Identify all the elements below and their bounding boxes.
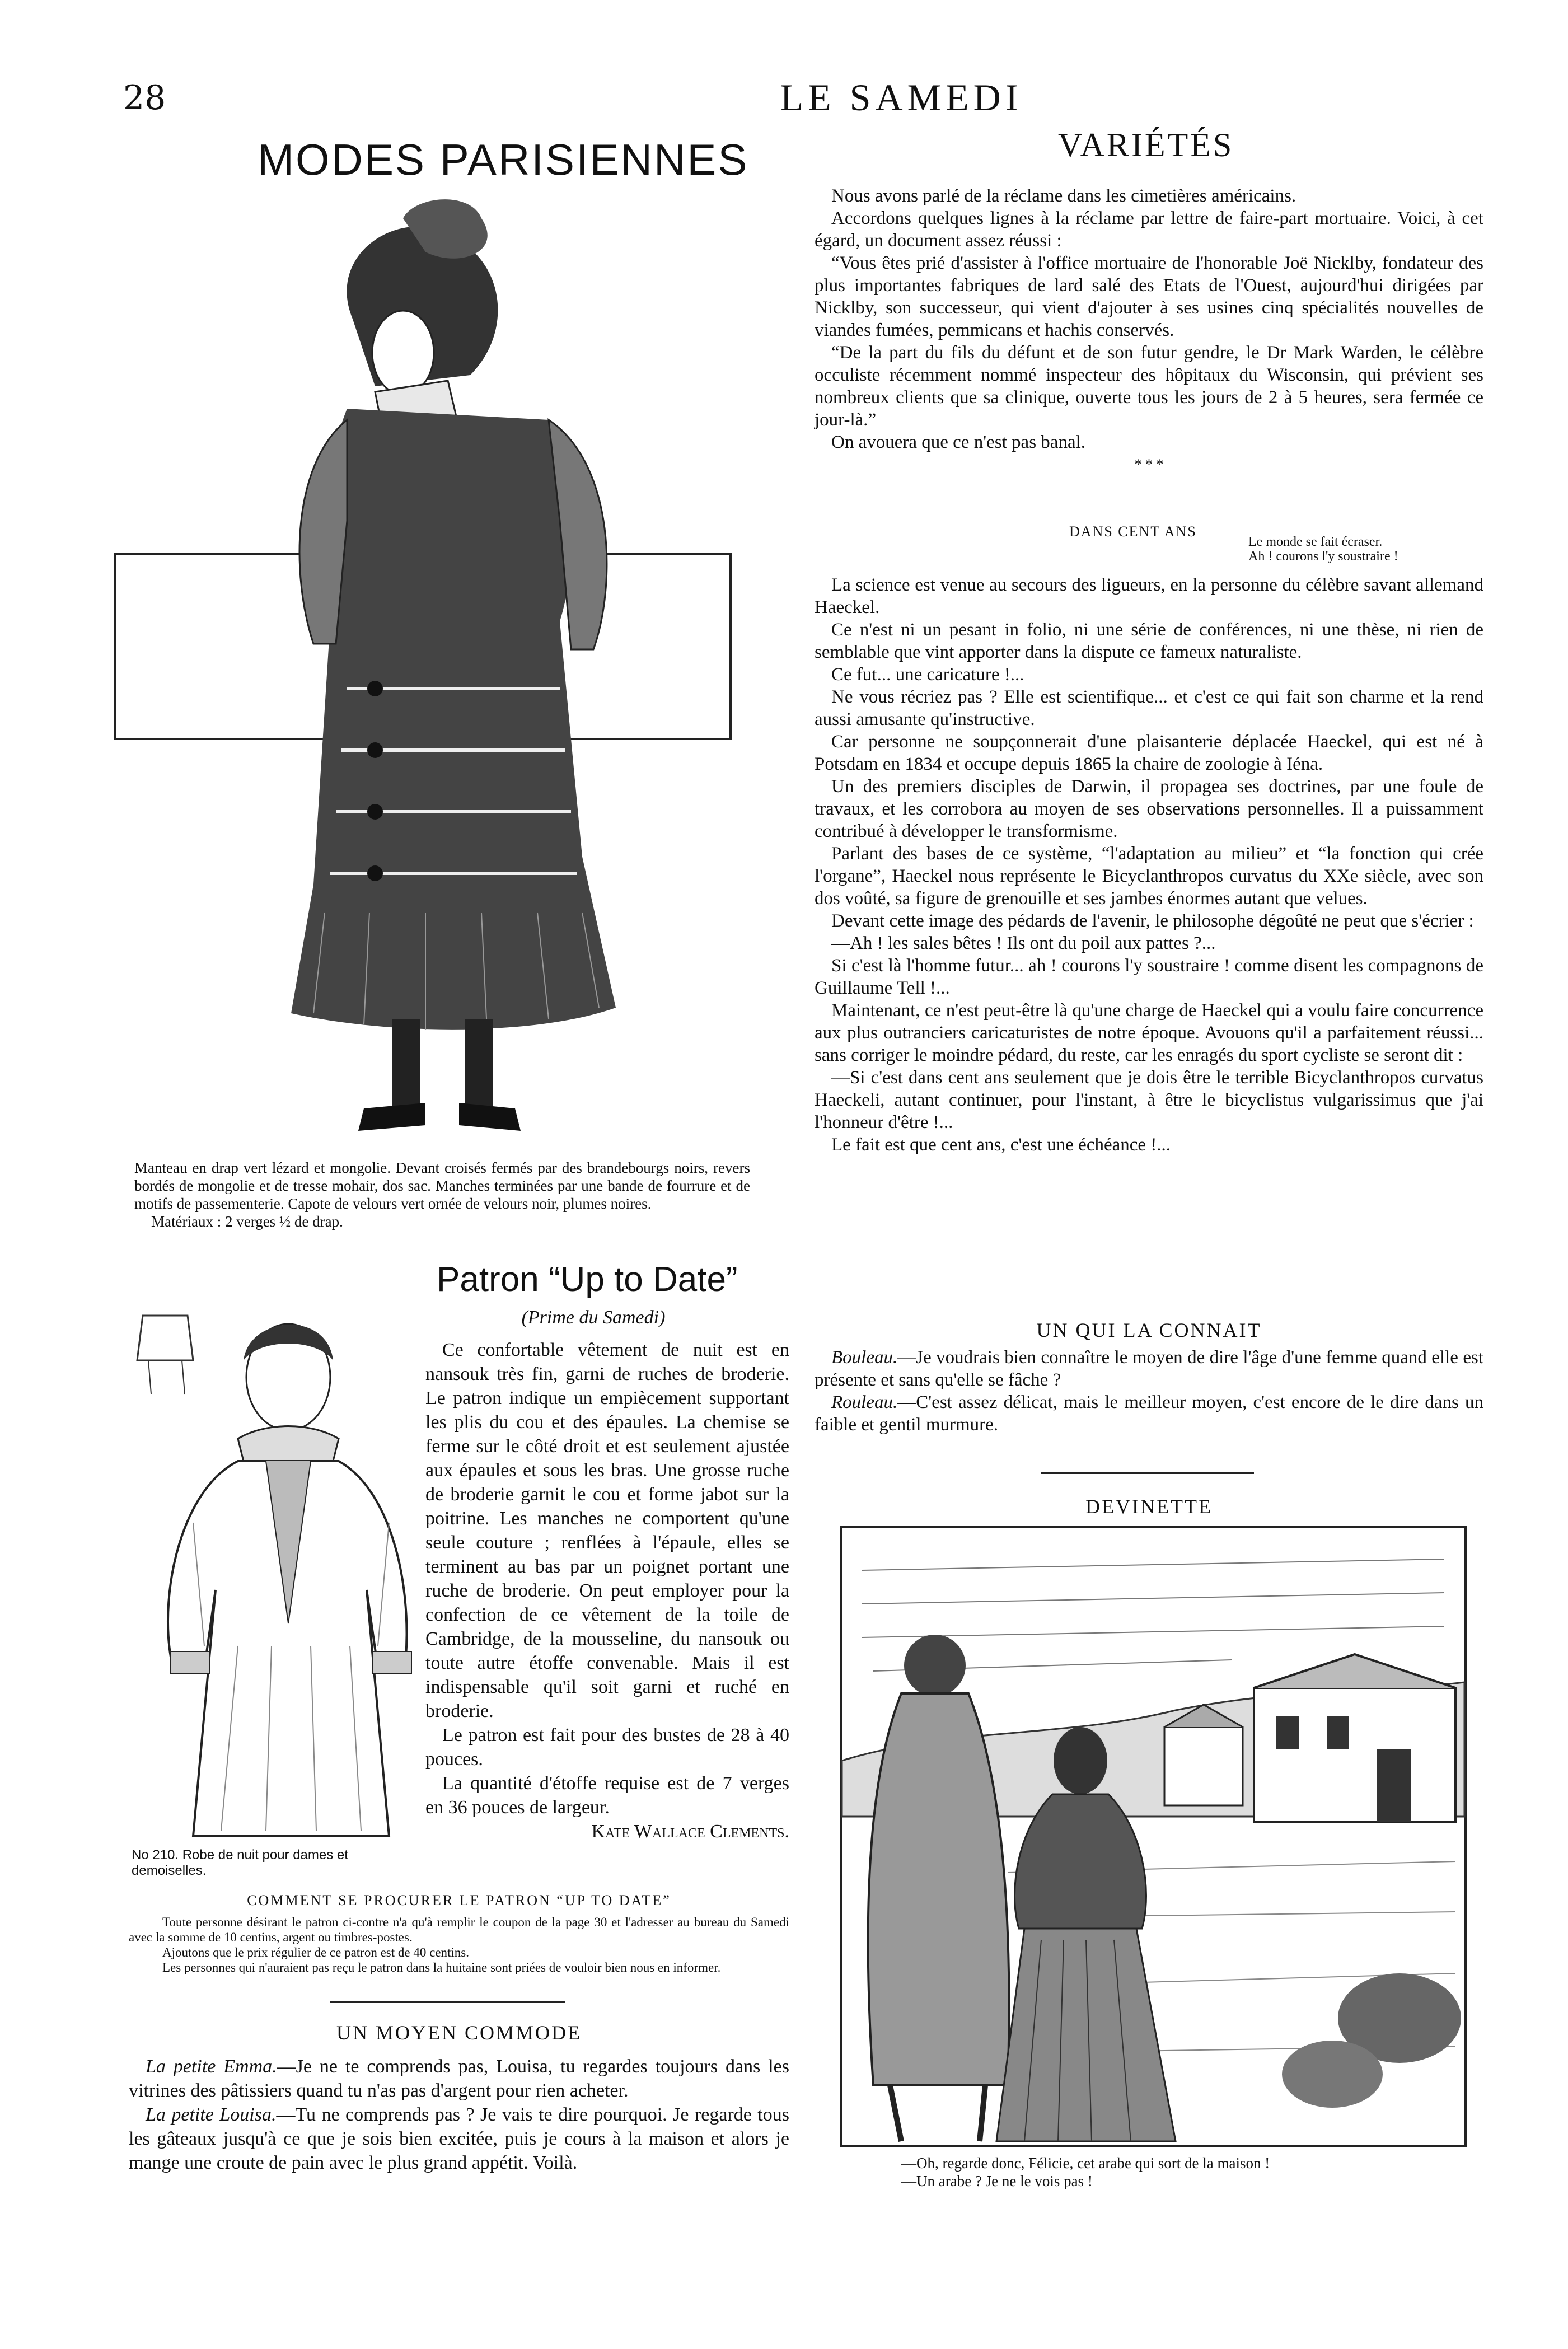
varietes-title: VARIÉTÉS (1058, 127, 1234, 163)
comment-body (129, 1915, 789, 1975)
comment-line: Toute personne désirant le patron ci-contre n'a qu'à remplir le coupon de la page 30 et l'adresser au bureau du Samedi avec la somme de 10 centins, argent ou timbres-postes. (129, 1915, 789, 1944)
moyen-line (129, 2055, 789, 2103)
modes-materials: Matériaux : 2 verges ½ de drap. (151, 1213, 343, 1230)
connait-speaker: Bouleau. (831, 1347, 898, 1368)
varietes-paragraph: On avouera que ce n'est pas banal. (831, 432, 1086, 452)
varietes-body (815, 185, 1483, 476)
section-divider (1041, 1472, 1254, 1474)
varietes-paragraph: “Vous êtes prié d'assister à l'office mortuaire de l'honorable Joë Nicklby, fondateur des plus importantes fabriques de lard salé des Etats de l'Ouest, aujourd'hui dirigées par Nicklby, son successeur, qui vient d'ajouter à ses usines cinq spécialités nouvelles de viandes fumées, pemmicans et hachis conservés. (815, 253, 1483, 340)
cent-ans-paragraph: Un des premiers disciples de Darwin, il propagea ses doctrines, par une foule de travaux, et les corrobora au moyen de ses observations personnelles. Il a puissamment contribué à développer le transformisme. (815, 776, 1483, 841)
devinette-caption-line: —Oh, regarde donc, Félicie, cet arabe qui sort de la maison ! (901, 2155, 1270, 2172)
devinette-caption-line: —Un arabe ? Je ne le vois pas ! (901, 2173, 1093, 2189)
varietes-paragraph: Accordons quelques lignes à la réclame par lettre de faire-part mortuaire. Voici, à cet égard, un document assez réussi : (815, 208, 1483, 251)
moyen-body (129, 2055, 789, 2175)
modes-caption (134, 1159, 750, 1230)
cent-ans-paragraph: —Ah ! les sales bêtes ! Ils ont du poil aux pattes ?... (831, 933, 1216, 953)
patron-body (425, 1338, 789, 1843)
modes-caption-text: Manteau en drap vert lézard et mongolie. Devant croisés fermés par des brandebourgs noirs, revers bordés de mongolie et de tresse mohair, dos sac. Manches terminées par une bande de fourrure et de motifs de passementerie. Capote de velours vert ornée de velours noir, plumes noires. (134, 1159, 750, 1212)
moyen-speaker: La petite Louisa. (146, 2104, 277, 2125)
cent-ans-paragraph: Parlant des bases de ce système, “l'adaptation au milieu” et “la fonction qui crée l'organe”, Haeckel nous représente le Bicyclanthropos curvatus du XXe siècle, avec son dos voûté, sa figure de grenouille et ses jambes énormes autant que velues. (815, 844, 1483, 909)
patron-signature: Kate Wallace Clements. (591, 1821, 789, 1842)
connait-body (815, 1346, 1483, 1436)
nightgown-illustration (126, 1310, 417, 1842)
connait-line (815, 1391, 1483, 1436)
patron-paragraph: Le patron est fait pour des bustes de 28 à 40 pouces. (425, 1725, 789, 1770)
varietes-paragraph: “De la part du fils du défunt et de son futur gendre, le Dr Mark Warden, le célèbre occuliste récemment nommé inspecteur des hôpitaux du Wisconsin, qui prévient ses nombreux clients que sa clinique, ouverte tous les jours de 2 à 5 heures, sera fermée ce jour-là.” (815, 343, 1483, 430)
cent-ans-paragraph: La science est venue au secours des ligueurs, en la personne du célèbre savant allemand Haeckel. (815, 575, 1483, 617)
cent-ans-paragraph: Le fait est que cent ans, c'est une échéance !... (831, 1135, 1171, 1155)
cent-ans-paragraph: Ce fut... une caricature !... (831, 665, 1024, 685)
varietes-stars: * * * (1134, 456, 1164, 472)
devinette-caption (901, 2154, 1461, 2190)
devinette-title: DEVINETTE (1085, 1495, 1213, 1518)
connait-speaker: Rouleau. (831, 1392, 898, 1412)
cent-ans-epigraph (1248, 535, 1483, 564)
masthead: LE SAMEDI (780, 76, 1023, 119)
devinette-illustration (840, 1526, 1467, 2147)
cent-ans-paragraph: Ne vous récriez pas ? Elle est scientifique... et c'est ce qui fait son charme et la rend aussi amusante qu'instructive. (815, 687, 1483, 729)
cent-ans-title: DANS CENT ANS (1069, 523, 1197, 540)
comment-title: COMMENT SE PROCURER LE PATRON “UP TO DATE” (247, 1892, 671, 1908)
epigraph-line: Le monde se fait écraser. (1248, 535, 1383, 549)
cent-ans-paragraph: Car personne ne soupçonnerait d'une plaisanterie déplacée Haeckel, qui est né à Potsdam en 1834 et occupe depuis 1865 la chaire de zoologie à Iéna. (815, 732, 1483, 774)
moyen-speaker: La petite Emma. (146, 2056, 277, 2077)
moyen-text: —Je ne te comprends pas, Louisa, tu regardes toujours dans les vitrines des pâtissiers quand tu n'as pas d'argent pour rien acheter. (129, 2056, 789, 2101)
cent-ans-paragraph: —Si c'est dans cent ans seulement que je dois être le terrible Bicyclanthropos curvatus Haeckeli, autant continuer, pour l'instant, à être le bicyclistus vulgarissimus que j'ai l'honneur d'être !... (815, 1068, 1483, 1133)
fashion-illustration (112, 185, 750, 1148)
page-number: 28 (123, 78, 166, 118)
patron-paragraph: Ce confortable vêtement de nuit est en nansouk très fin, garni de ruches de broderie. Le patron indique un empiècement supportant les plis du cou et des épaules. La chemise se ferme sur le côté droit et est seulement ajustée aux épaules et sous les bras. Une grosse ruche de broderie garnit le cou et forme jabot sur la poitrine. Les manches ne comportent qu'une seule couture ; renflées à l'épaule, elles se terminent au bas par un poignet portant une ruche de broderie. On peut employer pour la confection de ce vêtement de la toile de Cambridge, de la mousseline, du nansouk ou toute autre étoffe convenable. Mais il est indispensable qu'il soit garni et ruché en broderie. (425, 1340, 789, 1721)
nightgown-caption: No 210. Robe de nuit pour dames et demoiselles. (132, 1847, 348, 1878)
varietes-paragraph: Nous avons parlé de la réclame dans les cimetières américains. (831, 186, 1296, 206)
comment-line: Ajoutons que le prix régulier de ce patron est de 40 centins. (162, 1945, 470, 1959)
cent-ans-paragraph: Devant cette image des pédards de l'avenir, le philosophe dégoûté ne peut que s'écrier : (831, 911, 1474, 931)
patron-subtitle: (Prime du Samedi) (521, 1307, 666, 1328)
patron-title: Patron “Up to Date” (437, 1260, 738, 1299)
connait-text: —Je voudrais bien connaître le moyen de dire l'âge d'une femme quand elle est présente et sans qu'elle se fâche ? (815, 1347, 1483, 1390)
patron-paragraph: La quantité d'étoffe requise est de 7 verges en 36 pouces de largeur. (425, 1773, 789, 1818)
connait-text: —C'est assez délicat, mais le meilleur moyen, c'est encore de le dire dans un faible et gentil murmure. (815, 1392, 1483, 1435)
moyen-text: —Tu ne comprends pas ? Je vais te dire pourquoi. Je regarde tous les gâteaux jusqu'à ce que je sois bien excitée, puis je cours à la maison et alors je mange une croute de pain avec le plus grand appétit. Voilà. (129, 2104, 789, 2173)
connait-title: UN QUI LA CONNAIT (1036, 1319, 1262, 1341)
cent-ans-body (815, 574, 1483, 1156)
connait-line (815, 1346, 1483, 1391)
comment-line: Les personnes qui n'auraient pas reçu le patron dans la huitaine sont priées de vouloir bien nous en informer. (162, 1960, 721, 1974)
moyen-line (129, 2103, 789, 2175)
cent-ans-paragraph: Maintenant, ce n'est peut-être là qu'une charge de Haeckel qui a voulu faire concurrence aux plus outranciers caricaturistes de notre époque. Avouons qu'il a parfaitement réussi... sans corriger le moindre pédard, du reste, car les enragés du sport cycliste se seront dit : (815, 1000, 1483, 1065)
cent-ans-paragraph: Ce n'est ni un pesant in folio, ni une série de conférences, ni une thèse, ni rien de semblable que vint apporter dans la dispute ce fameux naturaliste. (815, 620, 1483, 662)
section-divider (330, 2001, 565, 2003)
epigraph-line: Ah ! courons l'y soustraire ! (1248, 549, 1398, 564)
modes-title: MODES PARISIENNES (258, 135, 749, 184)
moyen-title: UN MOYEN COMMODE (336, 2022, 582, 2044)
cent-ans-paragraph: Si c'est là l'homme futur... ah ! courons l'y soustraire ! comme disent les compagnons de Guillaume Tell !... (815, 956, 1483, 998)
